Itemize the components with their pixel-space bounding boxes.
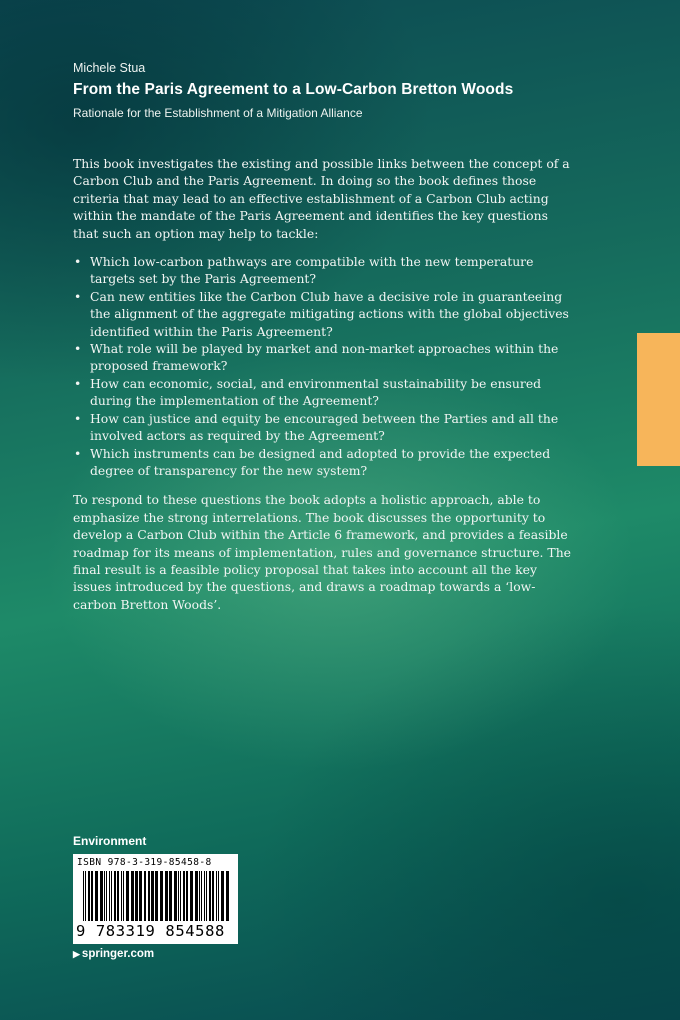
barcode-bar (178, 871, 179, 921)
arrow-right-icon: ▶ (73, 949, 80, 959)
spine-color-tab (637, 333, 680, 466)
barcode-bar (155, 871, 158, 921)
publisher-link[interactable] (73, 948, 154, 960)
list-item: • Which instruments can be designed and adopted to provide the expected degree of transparency for the new system? (73, 445, 573, 480)
barcode-bar (100, 871, 103, 921)
conclusion-paragraph: To respond to these questions the book adopts a holistic approach, able to emphasize the strong interrelations. The book discusses the opportunity to develop a Carbon Club within the Article 6 framework, and provides a feasible roadmap for its means of implementation, rules and governance structure. The final result is a feasible policy proposal that takes into account all the key issues introduced by the questions, and draws a roadmap towards a ‘low-carbon Bretton Woods’. (73, 492, 572, 612)
barcode-bar (83, 871, 84, 921)
barcode-bar (226, 871, 229, 921)
barcode-bar (121, 871, 122, 921)
barcode-bar (174, 871, 177, 921)
list-item: • Which low-carbon pathways are compatible with the new temperature targets set by the Paris Agreement? (73, 253, 573, 288)
barcode-bar (104, 871, 105, 921)
barcode-bar (204, 871, 205, 921)
list-item: • Can new entities like the Carbon Club have a decisive role in guaranteeing the alignment of the aggregate mitigating actions with the global objectives identified within the Paris Agreement? (73, 288, 573, 340)
barcode-bar (169, 871, 172, 921)
list-item: • How can economic, social, and environmental sustainability be ensured during the implementation of the Agreement? (73, 375, 573, 410)
barcode-bar (148, 871, 150, 921)
barcode-bar (131, 871, 134, 921)
barcode-bar (195, 871, 198, 921)
book-subtitle: Rationale for the Establishment of a Mitigation Alliance (73, 106, 363, 120)
barcode-bar (186, 871, 188, 921)
barcode-bar (206, 871, 207, 921)
barcode-bar (95, 871, 98, 921)
barcode-bar (109, 871, 110, 921)
list-item: • How can justice and equity be encouraged between the Parties and all the involved actors as required by the Agreement? (73, 410, 573, 445)
barcode-bar (201, 871, 202, 921)
intro-paragraph: This book investigates the existing and possible links between the concept of a Carbon Club and the Paris Agreement. In doing so the book defines those criteria that may lead to an effective establishment of a Carbon Club acting within the mandate of the Paris Agreement and identifies the key questions that such an option may help to tackle: (73, 156, 570, 241)
barcode-bar (160, 871, 163, 921)
barcode-bar (123, 871, 124, 921)
barcode-bar (151, 871, 154, 921)
barcode-bar (139, 871, 142, 921)
barcode-bar (126, 871, 129, 921)
barcode-bar (91, 871, 93, 921)
isbn-barcode (73, 854, 238, 944)
barcode-bar (180, 871, 181, 921)
barcode-bar (183, 871, 185, 921)
barcode-bar (190, 871, 193, 921)
barcode-bar (117, 871, 119, 921)
publisher-link-label: springer.com (81, 948, 155, 960)
barcode-bar (135, 871, 138, 921)
barcode-bar (106, 871, 107, 921)
question-list (73, 253, 573, 479)
ean-number: 9 783319 854588 (76, 922, 225, 940)
book-title: From the Paris Agreement to a Low-Carbon Bretton Woods (73, 81, 514, 98)
barcode-bars (77, 871, 234, 921)
barcode-bar (165, 871, 168, 921)
barcode-bar (111, 871, 112, 921)
barcode-bar (218, 871, 219, 921)
blurb (73, 155, 573, 613)
subject-category: Environment (73, 834, 147, 848)
isbn-label: ISBN 978-3-319-85458-8 (77, 857, 212, 868)
barcode-bar (114, 871, 116, 921)
barcode-bar (212, 871, 214, 921)
list-item: • What role will be played by market and non-market approaches within the proposed framework? (73, 340, 573, 375)
barcode-bar (221, 871, 224, 921)
barcode-bar (216, 871, 217, 921)
barcode-bar (209, 871, 211, 921)
barcode-bar (199, 871, 200, 921)
barcode-bar (88, 871, 90, 921)
author-name: Michele Stua (73, 61, 146, 75)
barcode-bar (144, 871, 146, 921)
barcode-bar (85, 871, 86, 921)
